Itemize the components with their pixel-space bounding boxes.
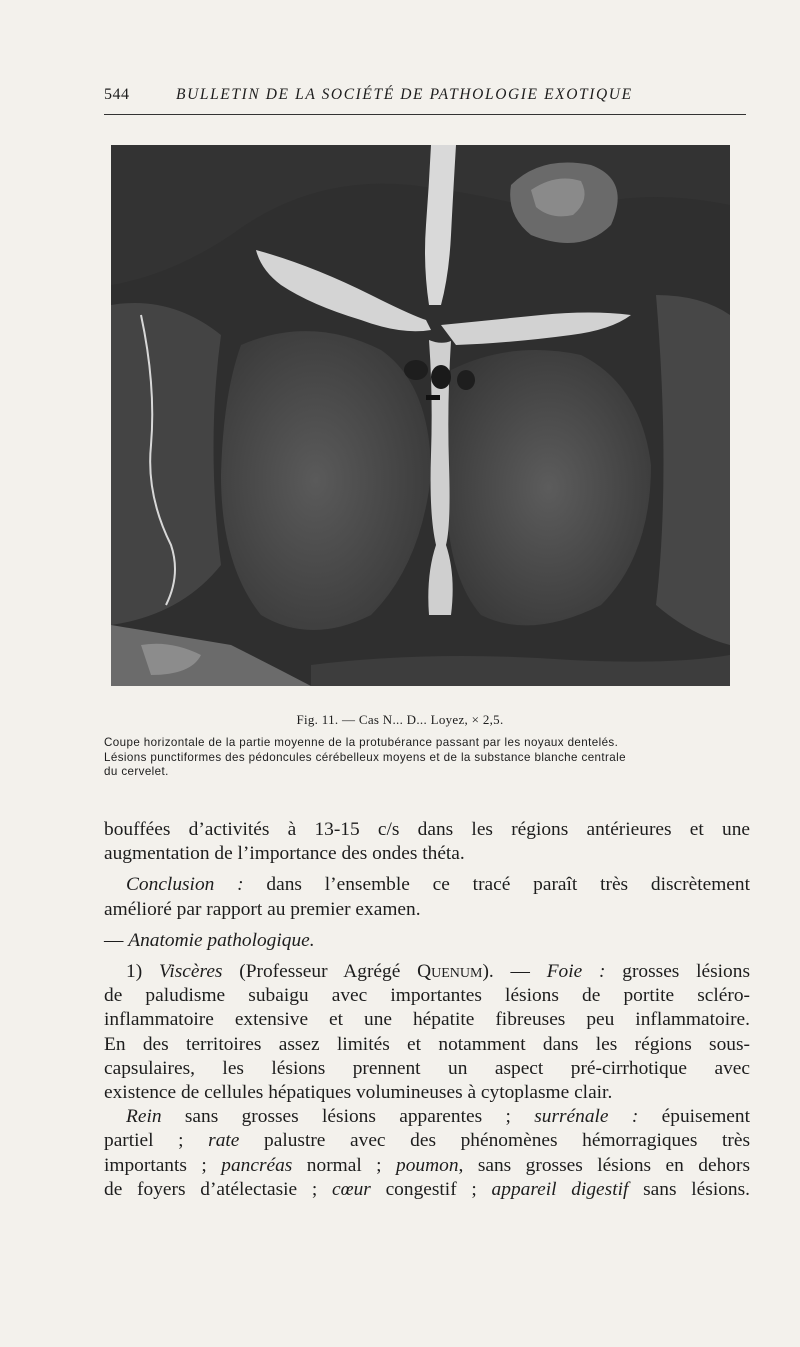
- paragraph-line: Rein sans grosses lésions apparentes ; surrénale : épuisement: [126, 1106, 750, 1128]
- histology-figure: [111, 145, 730, 686]
- paragraph-line: partiel ; rate palustre avec des phénomènes hémorragiques très: [104, 1130, 750, 1152]
- paragraph-line: existence de cellules hépatiques volumineuses à cytoplasme clair.: [104, 1082, 613, 1104]
- conclusion-line: Conclusion : dans l’ensemble ce tracé paraît très discrètement: [126, 874, 750, 896]
- page-number: 544: [104, 86, 130, 103]
- running-title: BULLETIN DE LA SOCIÉTÉ DE PATHOLOGIE EXOTIQUE: [176, 86, 633, 103]
- brain-section-photograph: [111, 145, 730, 686]
- paragraph-line: amélioré par rapport au premier examen.: [104, 898, 421, 920]
- figure-caption: [104, 736, 754, 780]
- caption-line: du cervelet.: [104, 765, 169, 778]
- paragraph-line: de paludisme subaigu avec importantes lésions de portite scléro-: [104, 985, 750, 1007]
- figure-label: Fig. 11. — Cas N... D... Loyez, × 2,5.: [296, 712, 504, 727]
- section-heading: — Anatomie pathologique.: [104, 929, 315, 951]
- conclusion-label: Conclusion :: [126, 874, 244, 896]
- paragraph-line: 1) Viscères (Professeur Agrégé Quenum). — Foie : grosses lésions: [126, 961, 750, 983]
- paragraph-line: de foyers d’atélectasie ; cœur congestif ; appareil digestif sans lésions.: [104, 1178, 750, 1200]
- caption-line: Coupe horizontale de la partie moyenne de la protubérance passant par les noyaux dentelés.: [104, 736, 619, 749]
- paragraph-line: capsulaires, les lésions prennent un aspect pré-cirrhotique avec: [104, 1057, 750, 1079]
- paragraph-line: augmentation de l’importance des ondes théta.: [104, 843, 465, 865]
- body-text: [104, 818, 750, 1202]
- header-rule: [104, 114, 746, 115]
- paragraph-line: inflammatoire extensive et une hépatite fibreuses peu inflammatoire.: [104, 1009, 750, 1031]
- paragraph-line: importants ; pancréas normal ; poumon, sans grosses lésions en dehors: [104, 1154, 750, 1176]
- paragraph-line: bouffées d’activités à 13-15 c/s dans les régions antérieures et une: [104, 819, 750, 840]
- caption-line: Lésions punctiformes des pédoncules cérébelleux moyens et de la substance blanche centrale: [104, 750, 626, 764]
- paragraph-line: En des territoires assez limités et notamment dans les régions sous-: [104, 1033, 750, 1055]
